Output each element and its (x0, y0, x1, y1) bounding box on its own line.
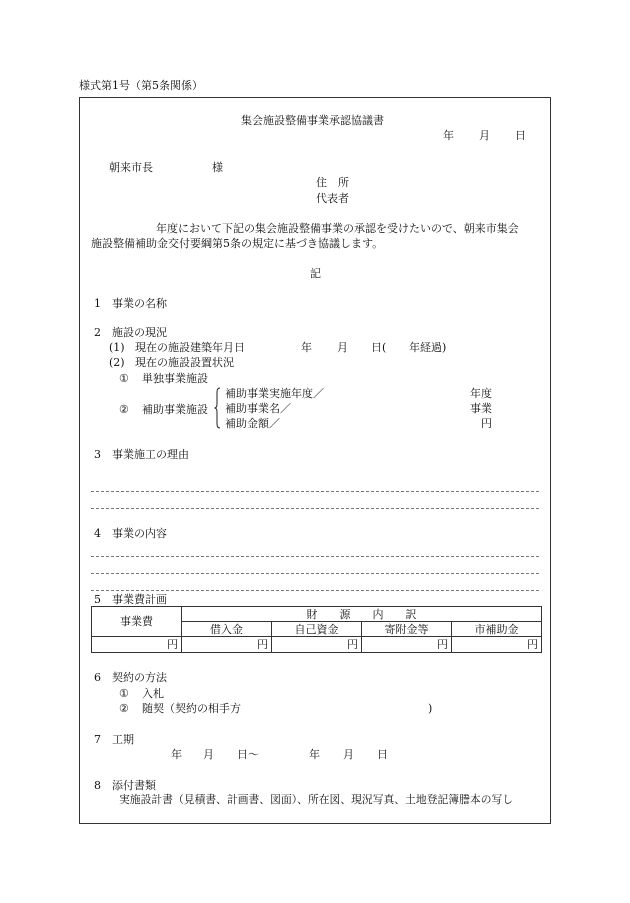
period-to-month: 月 (343, 748, 354, 761)
section-2-item-2-number: (2) (109, 356, 125, 369)
section-7-label: 工期 (112, 733, 134, 746)
column-city-subsidy: 市補助金 (452, 622, 542, 637)
addressee-mayor: 朝来市長 (109, 161, 153, 174)
section-8-number: 8 (94, 779, 101, 792)
intro-line-1: 年度において下記の集会施設整備事業の承認を受けたいので、朝来市集会 (156, 222, 519, 235)
section-3-label: 事業施工の理由 (112, 448, 189, 461)
addressee-honorific: 様 (212, 161, 223, 174)
reason-line-2 (91, 508, 539, 509)
section-7-number: 7 (94, 733, 101, 746)
section-6-number: 6 (94, 671, 101, 684)
date-day: 日 (515, 129, 526, 142)
section-2-item-2-label: 現在の施設設置状況 (135, 356, 234, 369)
donations-cell[interactable]: 円 (362, 637, 452, 653)
project-cost-cell[interactable]: 円 (92, 637, 182, 653)
section-3-number: 3 (94, 448, 101, 461)
loan-cell[interactable]: 円 (182, 637, 272, 653)
column-own-funds: 自己資金 (272, 622, 362, 637)
section-1-number: 1 (94, 297, 101, 310)
build-year: 年 (301, 341, 312, 354)
document-title: 集会施設整備事業承認協議書 (241, 114, 384, 127)
build-month: 月 (337, 341, 348, 354)
period-from-day: 日～ (237, 748, 259, 761)
attachments-content: 実施設計書（見積書、計画書、図面）、所在図、現況写真、土地登記簿謄本の写し (119, 793, 514, 806)
subsidy-amount-label: 補助金額／ (225, 417, 280, 430)
date-year: 年 (443, 129, 454, 142)
section-2-item-1-label: 現在の施設建築年月日 (135, 341, 245, 354)
section-6-label: 契約の方法 (112, 671, 167, 684)
column-donations: 寄附金等 (362, 622, 452, 637)
breakdown-header: 財 源 内 訳 (182, 607, 542, 622)
reason-line-1 (91, 491, 539, 492)
option-2-mark: ② (119, 403, 129, 416)
curly-brace-icon (214, 387, 221, 429)
build-elapsed: 年経過) (409, 341, 447, 354)
subsidy-year-label: 補助事業実施年度／ (225, 387, 324, 400)
city-subsidy-cell[interactable]: 円 (452, 637, 542, 653)
section-5-label: 事業費計画 (112, 593, 167, 606)
subsidy-project-unit: 事業 (470, 402, 492, 415)
subsidy-amount-unit: 円 (481, 417, 492, 430)
budget-table (91, 606, 542, 653)
content-line-3 (91, 590, 539, 591)
ki-heading: 記 (310, 267, 321, 280)
tender-mark: ① (119, 687, 129, 700)
period-from-year: 年 (171, 748, 182, 761)
subsidy-project-label: 補助事業名／ (225, 402, 291, 415)
section-4-number: 4 (94, 527, 101, 540)
intro-line-2: 施設整備補助金交付要綱第5条の規定に基づき協議します。 (91, 237, 384, 250)
option-2-label: 補助事業施設 (142, 403, 208, 416)
tender-label: 入札 (142, 687, 164, 700)
applicant-representative: 代表者 (316, 192, 349, 205)
column-loan: 借入金 (182, 622, 272, 637)
content-line-1 (91, 556, 539, 557)
period-from-month: 月 (203, 748, 214, 761)
private-contract-label: 随契（契約の相手方 (142, 702, 241, 715)
form-number: 様式第1号（第5条関係） (79, 79, 203, 92)
period-to-day: 日 (377, 748, 388, 761)
section-2-item-1-number: (1) (109, 341, 125, 354)
private-contract-close: ) (428, 702, 433, 715)
period-to-year: 年 (309, 748, 320, 761)
subsidy-year-unit: 年度 (470, 387, 492, 400)
section-2-label: 施設の現況 (112, 326, 167, 339)
section-5-number: 5 (94, 593, 101, 606)
applicant-address: 住 所 (316, 176, 349, 189)
own-funds-cell[interactable]: 円 (272, 637, 362, 653)
date-month: 月 (479, 129, 490, 142)
build-day: 日( (371, 341, 387, 354)
section-8-label: 添付書類 (112, 779, 156, 792)
option-1-mark: ① (119, 372, 129, 385)
section-1-label: 事業の名称 (112, 297, 167, 310)
project-cost-header: 事業費 (92, 607, 182, 637)
section-2-number: 2 (94, 326, 101, 339)
option-1-label: 単独事業施設 (142, 372, 208, 385)
content-line-2 (91, 573, 539, 574)
private-contract-mark: ② (119, 702, 129, 715)
section-4-label: 事業の内容 (112, 527, 167, 540)
